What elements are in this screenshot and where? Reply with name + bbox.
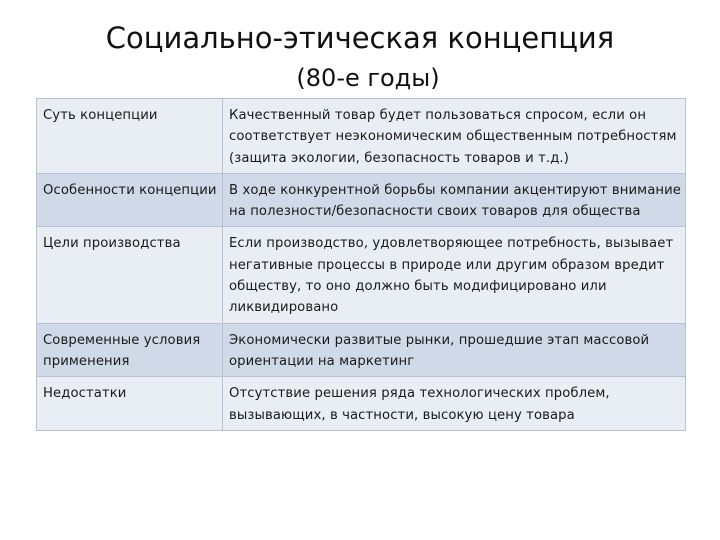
table-row bbox=[37, 227, 686, 323]
row-value-goals: Если производство, удовлетворяющее потребность, вызывает негативные процессы в природе или другим образом вредит обществу, то оно должно быть модифицировано или ликвидировано bbox=[223, 227, 686, 323]
table-row bbox=[37, 99, 686, 174]
row-label-conditions: Современные условия применения bbox=[37, 323, 223, 377]
row-value-conditions: Экономически развитые рынки, прошедшие этап массовой ориентации на маркетинг bbox=[223, 323, 686, 377]
page-subtitle: (80-е годы) bbox=[296, 64, 440, 92]
row-label-drawbacks: Недостатки bbox=[37, 377, 223, 431]
row-value-features: В ходе конкурентной борьбы компании акцентируют внимание на полезности/безопасности своих товаров для общества bbox=[223, 173, 686, 227]
table-row bbox=[37, 377, 686, 431]
row-label-essence: Суть концепции bbox=[37, 99, 223, 174]
table-row bbox=[37, 323, 686, 377]
concept-table bbox=[36, 98, 686, 431]
page-title: Социально-этическая концепция bbox=[105, 21, 615, 55]
row-value-drawbacks: Отсутствие решения ряда технологических проблем, вызывающих, в частности, высокую цену товара bbox=[223, 377, 686, 431]
table-row bbox=[37, 173, 686, 227]
row-value-essence: Качественный товар будет пользоваться спросом, если он соответствует неэкономическим общественным потребностям (защита экологии, безопасность товаров и т.д.) bbox=[223, 99, 686, 174]
row-label-goals: Цели производства bbox=[37, 227, 223, 323]
row-label-features: Особенности концепции bbox=[37, 173, 223, 227]
